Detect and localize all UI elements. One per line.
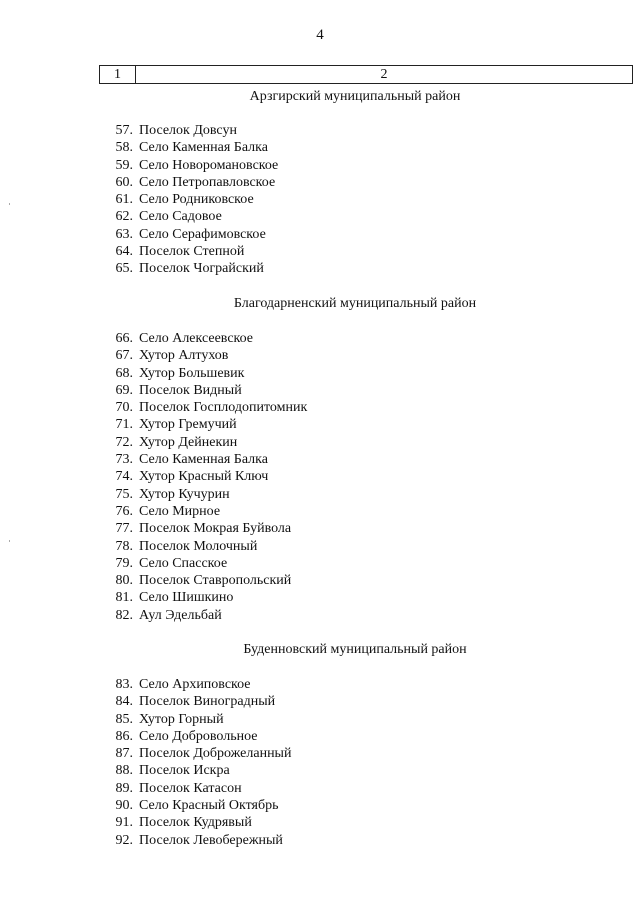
item-name: Село Алексеевское	[139, 331, 254, 346]
item-name: Хутор Горный	[139, 711, 224, 727]
item-number: 72.	[115, 434, 133, 450]
list-item	[104, 139, 278, 156]
item-number: 63.	[115, 226, 133, 242]
list-item	[104, 399, 307, 416]
list-item	[104, 745, 291, 762]
item-name: Поселок Госплодопитомник	[139, 400, 308, 416]
list-item	[104, 434, 307, 451]
item-number: 89.	[115, 780, 133, 796]
scan-mark	[9, 203, 10, 205]
item-name: Село Новоромановское	[139, 157, 279, 173]
item-name: Село Красный Октябрь	[139, 798, 279, 814]
item-number: 66.	[115, 331, 133, 346]
list-item	[104, 797, 291, 814]
list-item	[104, 243, 278, 260]
list-item	[104, 451, 307, 468]
item-name: Хутор Гремучий	[139, 417, 237, 433]
item-number: 58.	[115, 140, 133, 156]
list-item	[104, 226, 278, 243]
item-number: 79.	[115, 555, 133, 571]
list-item	[104, 572, 307, 589]
item-number: 84.	[115, 694, 133, 710]
item-number: 69.	[115, 382, 133, 398]
district-title: Буденновский муниципальный район	[243, 642, 467, 657]
item-name: Село Серафимовское	[139, 226, 266, 242]
item-name: Поселок Искра	[139, 763, 230, 779]
list-item	[104, 832, 291, 849]
list-item	[104, 728, 291, 745]
list-item	[104, 486, 307, 503]
item-number: 85.	[115, 711, 133, 727]
list-item	[104, 330, 307, 347]
item-number: 82.	[115, 607, 133, 623]
list-item	[104, 365, 307, 382]
item-number: 81.	[115, 590, 133, 606]
list-item	[104, 382, 307, 399]
list-item	[104, 122, 278, 139]
list-item	[104, 607, 307, 624]
item-number: 90.	[115, 798, 133, 814]
item-number: 64.	[115, 244, 133, 260]
item-name: Хутор Дейнекин	[139, 434, 238, 450]
item-number: 60.	[115, 174, 133, 190]
settlement-list-blagodarnenskiy	[104, 330, 307, 624]
item-name: Село Добровольное	[139, 728, 258, 744]
list-item	[104, 589, 307, 606]
column-header-2: 2	[380, 67, 388, 82]
item-name: Село Спасское	[139, 555, 228, 571]
district-section-arzgir	[0, 89, 640, 105]
item-name: Поселок Степной	[139, 244, 245, 260]
list-item	[104, 762, 291, 779]
list-item	[104, 208, 278, 225]
list-item	[104, 191, 278, 208]
list-item	[104, 693, 291, 710]
item-number: 73.	[115, 452, 133, 468]
page-number: 4	[316, 27, 324, 43]
district-section-budennovskiy	[0, 642, 640, 658]
district-title: Арзгирский муниципальный район	[249, 89, 461, 104]
item-number: 57.	[115, 123, 133, 138]
item-name: Село Каменная Балка	[139, 140, 268, 156]
column-header-table	[99, 65, 633, 84]
list-item	[104, 780, 291, 797]
district-title: Благодарненский муниципальный район	[233, 296, 477, 311]
item-name: Хутор Красный Ключ	[139, 469, 269, 485]
list-item	[104, 260, 278, 277]
settlement-list-arzgir	[104, 122, 278, 278]
item-number: 75.	[115, 486, 133, 502]
item-name: Поселок Левобережный	[139, 832, 283, 848]
item-number: 62.	[115, 209, 133, 225]
item-name: Село Архиповское	[139, 677, 251, 692]
list-item	[104, 538, 307, 555]
item-number: 83.	[115, 677, 133, 692]
list-item	[104, 157, 278, 174]
item-name: Поселок Мокрая Буйвола	[139, 521, 292, 537]
item-number: 91.	[115, 815, 133, 831]
column-header-1: 1	[100, 66, 136, 83]
list-item	[104, 814, 291, 831]
item-name: Поселок Чограйский	[139, 261, 264, 277]
item-name: Хутор Алтухов	[139, 348, 229, 364]
item-number: 77.	[115, 521, 133, 537]
item-number: 65.	[115, 261, 133, 277]
item-number: 61.	[115, 192, 133, 208]
item-name: Поселок Видный	[139, 382, 242, 398]
list-item	[104, 711, 291, 728]
item-name: Поселок Довсун	[139, 123, 237, 138]
item-number: 80.	[115, 573, 133, 589]
item-name: Село Шишкино	[139, 590, 234, 606]
item-name: Село Мирное	[139, 503, 221, 519]
item-number: 71.	[115, 417, 133, 433]
item-number: 92.	[115, 832, 133, 848]
item-name: Село Садовое	[139, 209, 222, 225]
item-name: Село Петропавловское	[139, 174, 276, 190]
list-item	[104, 503, 307, 520]
item-number: 68.	[115, 365, 133, 381]
item-name: Хутор Кучурин	[139, 486, 230, 502]
item-name: Поселок Доброжеланный	[139, 746, 292, 762]
item-number: 86.	[115, 728, 133, 744]
item-number: 78.	[115, 538, 133, 554]
item-name: Поселок Катасон	[139, 780, 242, 796]
scan-mark	[9, 540, 10, 542]
item-name: Поселок Кудрявый	[139, 815, 252, 831]
settlement-list-budennovskiy	[104, 676, 291, 849]
district-section-blagodarnenskiy	[0, 296, 640, 312]
item-number: 70.	[115, 400, 133, 416]
item-number: 76.	[115, 503, 133, 519]
item-number: 67.	[115, 348, 133, 364]
list-item	[104, 468, 307, 485]
list-item	[104, 416, 307, 433]
item-name: Хутор Большевик	[139, 365, 245, 381]
list-item	[104, 676, 291, 693]
item-name: Аул Эдельбай	[139, 607, 222, 623]
list-item	[104, 347, 307, 364]
item-name: Поселок Виноградный	[139, 694, 276, 710]
item-number: 88.	[115, 763, 133, 779]
item-name: Поселок Молочный	[139, 538, 258, 554]
item-number: 59.	[115, 157, 133, 173]
item-number: 87.	[115, 746, 133, 762]
item-name: Село Родниковское	[139, 192, 254, 208]
item-name: Поселок Ставропольский	[139, 573, 292, 589]
item-number: 74.	[115, 469, 133, 485]
list-item	[104, 174, 278, 191]
list-item	[104, 555, 307, 572]
item-name: Село Каменная Балка	[139, 452, 268, 468]
list-item	[104, 520, 307, 537]
